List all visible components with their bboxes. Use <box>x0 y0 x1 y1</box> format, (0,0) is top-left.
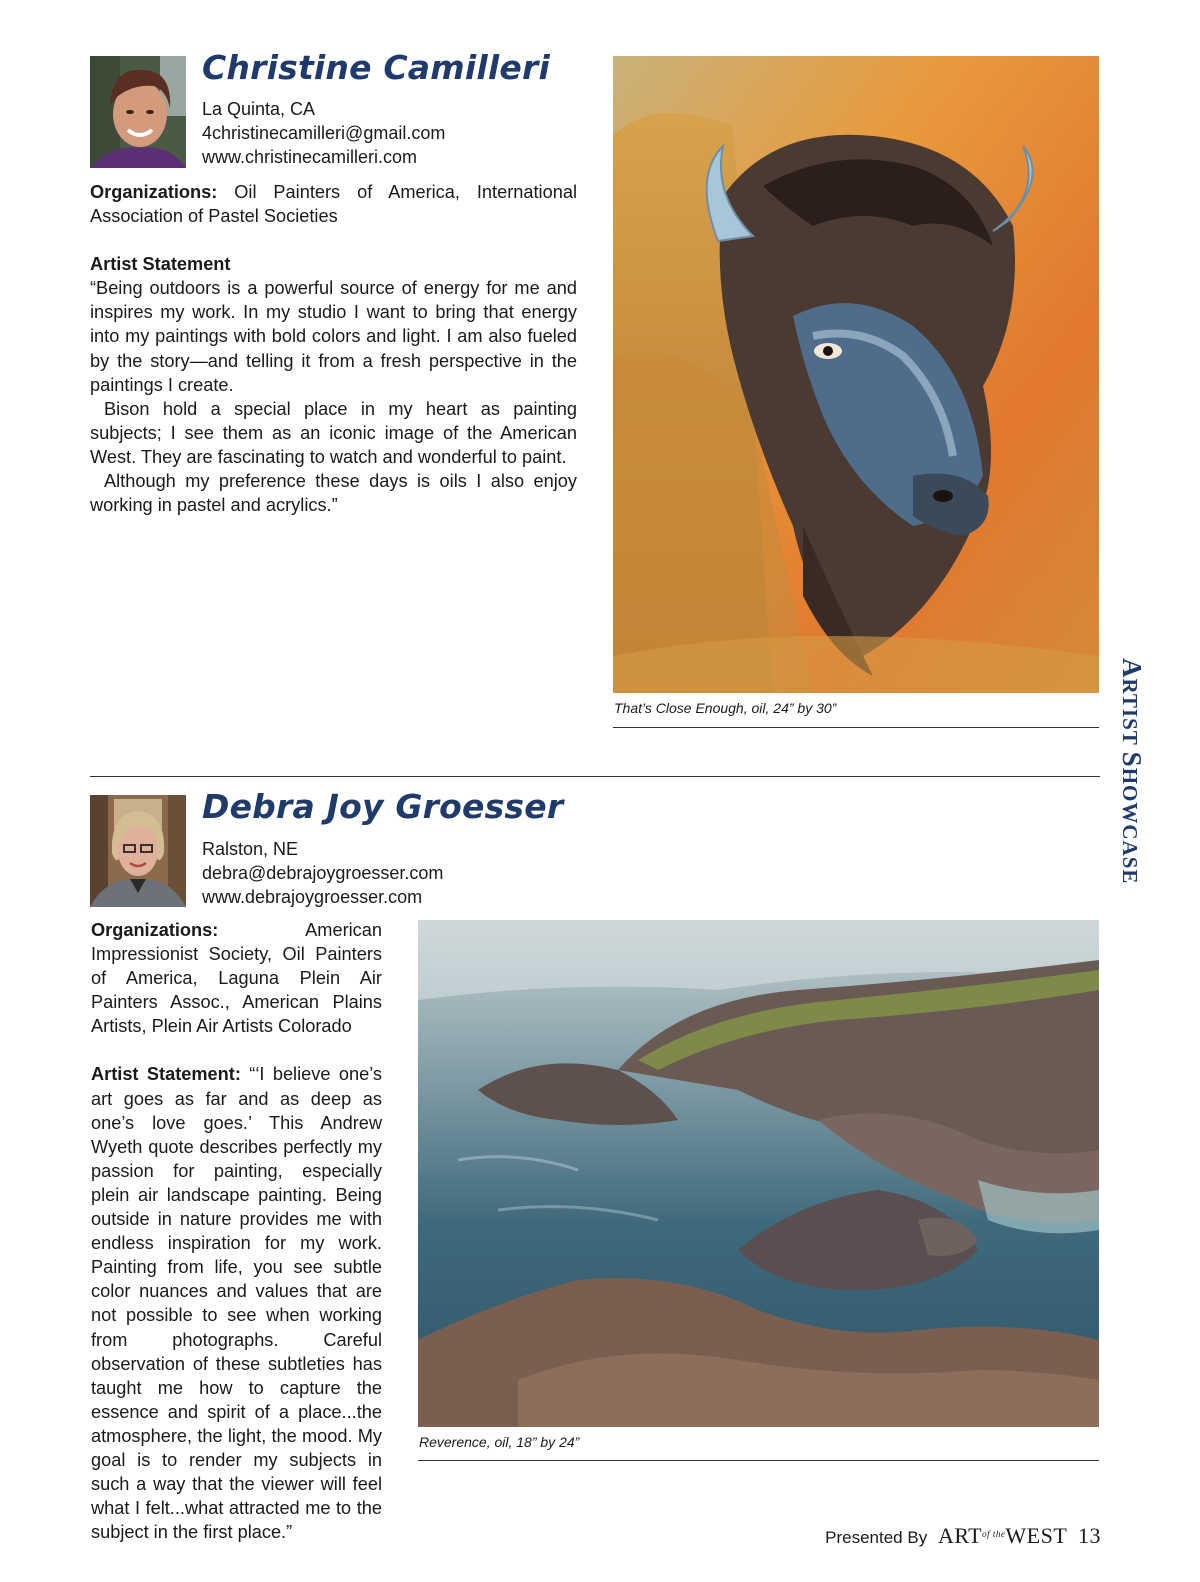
organizations-text: American Impressionist Society, Oil Painters of America, Laguna Plein Air Painters Assoc., American Plains Artists, Plein Air Artists Colorado <box>91 920 382 1037</box>
artist-contact <box>202 97 445 169</box>
organizations-label: Organizations: <box>90 182 218 202</box>
artist-location: La Quinta, CA <box>202 99 316 119</box>
statement-paragraph: “Being outdoors is a powerful source of energy for me and inspires my work. In my studio I want to bring that energy into my paintings with bold colors and light. I am also fueled by the story—and telling it from a fresh perspective in the paintings I create. <box>90 278 577 395</box>
organizations-text: Oil Painters of America, International Association of Pastel Societies <box>90 182 577 227</box>
artist-contact <box>202 837 443 909</box>
artist-name: Christine Camilleri <box>202 48 550 87</box>
artist-website[interactable]: www.debrajoygroesser.com <box>202 887 423 907</box>
artist-website[interactable]: www.christinecamilleri.com <box>202 147 418 167</box>
statement-label: Artist Statement: <box>91 1064 241 1085</box>
painting-caption: That’s Close Enough, oil, 24” by 30” <box>614 700 837 716</box>
statement-heading: Artist Statement <box>90 254 231 275</box>
artist-email[interactable]: 4christinecamilleri@gmail.com <box>202 123 446 143</box>
statement-paragraph: Although my preference these days is oils I also enjoy working in pastel and acrylics.” <box>90 471 577 516</box>
artist-portrait-debra <box>90 795 186 907</box>
art-of-the-west-logo: $ART^{of the}WEST$ <box>937 1523 1068 1548</box>
painting-bison <box>613 56 1099 693</box>
artist-portrait-christine <box>90 56 186 168</box>
organizations-paragraph <box>90 180 577 228</box>
painting-caption: Reverence, oil, 18” by 24” <box>419 1434 580 1450</box>
section-label-artist-showcase: ARTIST SHOWCASE <box>1117 658 1147 885</box>
statement-paragraph: Bison hold a special place in my heart as painting subjects; I see them as an iconic image of the American West. They are fascinating to watch and wonderful to paint. <box>90 398 577 467</box>
caption-rule <box>418 1460 1099 1461</box>
page-footer <box>825 1523 1101 1549</box>
statement-paragraph <box>91 1062 382 1544</box>
artist-bio <box>90 180 577 517</box>
presented-by-text: Presented By <box>825 1528 928 1547</box>
painting-coast <box>418 920 1099 1427</box>
statement-text: “‘I believe one’s art goes as far and as deep as one’s love goes.’ This Andrew Wyeth quote describes perfectly my passion for painting, especially plein air landscape painting. Being outside in nature provides me with endless inspiration for my work. Painting from life, you see subtle color nuances and values that are not possible to see when working from photographs. Careful observation of these subtleties has taught me how to capture the essence and spirit of a place...the atmosphere, the light, the mood. My goal is to render my subjects in such a way that the viewer will feel what I felt...what attracted me to the subject in the first place.” <box>91 1064 383 1543</box>
caption-rule <box>613 727 1099 728</box>
artist-name: Debra Joy Groesser <box>202 787 564 826</box>
section-divider <box>90 776 1100 777</box>
page-number: 13 <box>1078 1523 1101 1548</box>
organizations-paragraph <box>91 918 382 1038</box>
artist-location: Ralston, NE <box>202 839 299 859</box>
artist-email[interactable]: debra@debrajoygroesser.com <box>202 863 444 883</box>
organizations-label: Organizations: <box>91 920 219 940</box>
artist-bio <box>91 918 382 1544</box>
